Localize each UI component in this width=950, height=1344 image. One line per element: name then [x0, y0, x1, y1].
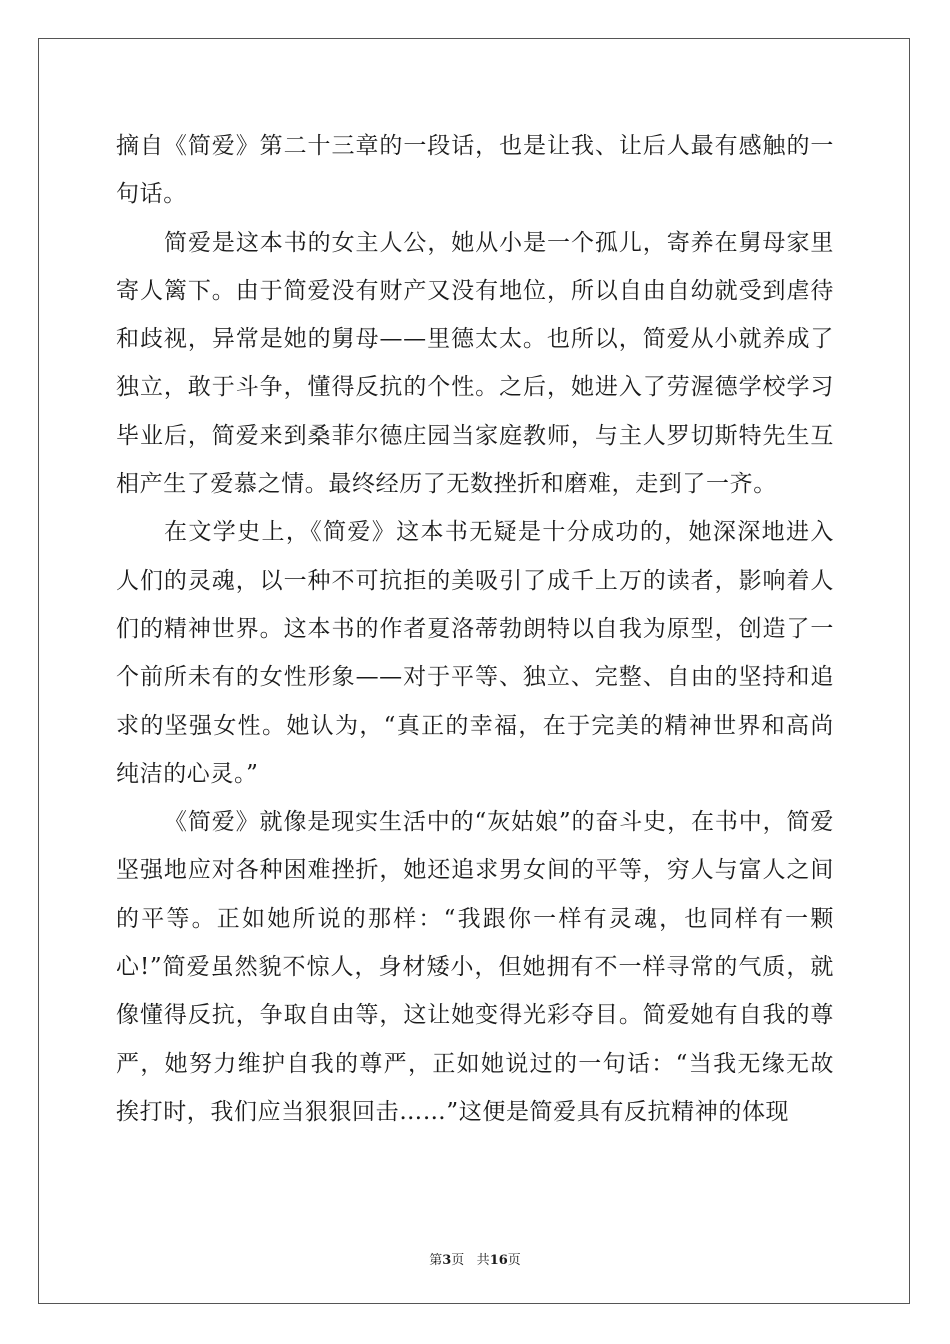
page-footer [0, 1249, 950, 1268]
paragraph-4: 《简爱》就像是现实生活中的“灰姑娘”的奋斗史，在书中，简爱坚强地应对各种困难挫折，她还追求男女间的平等，穷人与富人之间的平等。正如她所说的那样：“我跟你一样有灵魂，也同样有一颗心!”简爱虽然貌不惊人，身材矮小，但她拥有不一样寻常的气质，就像懂得反抗，争取自由等，这让她变得光彩夺目。简爱她有自我的尊严，她努力维护自我的尊严，正如她说过的一句话：“当我无缘无故挨打时，我们应当狠狠回击……”这便是简爱具有反抗精神的体现 [116, 809, 834, 1125]
document-body [116, 122, 834, 1136]
page-number-label: 第3页 [429, 1253, 465, 1268]
paragraph-1: 摘自《简爱》第二十三章的一段话，也是让我、让后人最有感触的一句话。 [116, 133, 834, 208]
paragraph-2: 简爱是这本书的女主人公，她从小是一个孤儿，寄养在舅母家里寄人篱下。由于简爱没有财产又没有地位，所以自由自幼就受到虐待和歧视，异常是她的舅母——里德太太。也所以，简爱从小就养成了独立，敢于斗争，懂得反抗的个性。之后，她进入了劳渥德学校学习毕业后，简爱来到桑菲尔德庄园当家庭教师，与主人罗切斯特先生互相产生了爱慕之情。最终经历了无数挫折和磨难，走到了一齐。 [116, 229, 834, 498]
total-pages-label: 共16页 [476, 1253, 521, 1268]
paragraph-3: 在文学史上，《简爱》这本书无疑是十分成功的，她深深地进入人们的灵魂，以一种不可抗拒的美吸引了成千上万的读者，影响着人们的精神世界。这本书的作者夏洛蒂勃朗特以自我为原型，创造了一个前所未有的女性形象——对于平等、独立、完整、自由的坚持和追求的坚强女性。她认为，“真正的幸福，在于完美的精神世界和高尚纯洁的心灵。” [116, 519, 834, 787]
